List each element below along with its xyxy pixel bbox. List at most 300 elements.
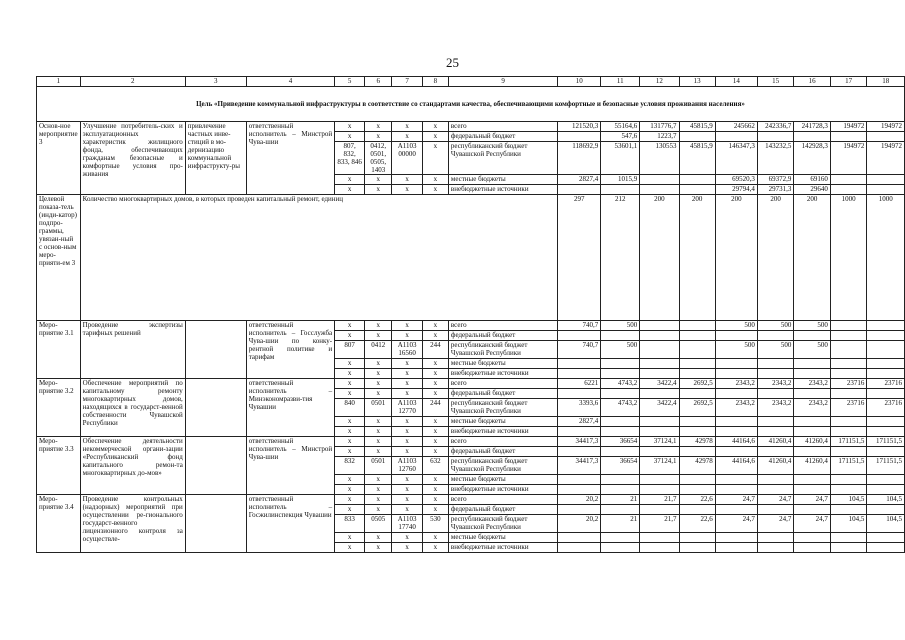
funding-source: республиканский бюджет Чувашской Республики <box>448 515 557 533</box>
year-value: 194972 <box>830 122 867 132</box>
measure-code: Меро-приятие 3.3 <box>37 437 81 495</box>
year-value: 37124,1 <box>640 457 679 475</box>
year-value <box>867 543 905 553</box>
measure-result <box>185 437 246 495</box>
grbs-code: x <box>335 543 365 553</box>
year-value: 3393,6 <box>558 399 601 417</box>
year-value: 22,6 <box>679 515 715 533</box>
column-number-cell: 2 <box>80 77 185 87</box>
column-number-cell: 9 <box>448 77 557 87</box>
year-value: 500 <box>601 341 640 359</box>
year-value <box>601 417 640 427</box>
year-value: 121520,3 <box>558 122 601 132</box>
year-value <box>867 369 905 379</box>
grbs-code: x <box>335 185 365 195</box>
year-value <box>794 533 831 543</box>
responsible-executor: ответственный исполнитель – Госжилинспекция Чувашии <box>246 495 334 553</box>
year-value <box>640 485 679 495</box>
grbs-code: x <box>335 321 365 331</box>
grbs-code: x <box>335 533 365 543</box>
year-value: 21,7 <box>640 515 679 533</box>
expense-type-code: x <box>422 122 448 132</box>
year-value <box>558 331 601 341</box>
expense-type-code: x <box>422 543 448 553</box>
year-value <box>715 475 757 485</box>
year-value <box>679 321 715 331</box>
section-code: x <box>365 331 392 341</box>
indicator-value: 200 <box>640 195 679 321</box>
year-value <box>679 369 715 379</box>
grbs-code: x <box>335 331 365 341</box>
expense-type-code: 530 <box>422 515 448 533</box>
funding-source: местные бюджеты <box>448 417 557 427</box>
year-value <box>794 543 831 553</box>
year-value: 547,6 <box>601 132 640 142</box>
year-value: 34417,3 <box>558 437 601 447</box>
target-article-code: x <box>392 485 422 495</box>
expense-type-code: x <box>422 379 448 389</box>
year-value <box>601 485 640 495</box>
year-value <box>867 485 905 495</box>
year-value: 130553 <box>640 142 679 175</box>
year-value <box>830 533 867 543</box>
year-value: 194972 <box>867 142 905 175</box>
year-value: 500 <box>794 341 831 359</box>
year-value <box>867 359 905 369</box>
measure-title: Улучшение потребитель-ских и эксплуатационных характеристик жилищного фонда, обеспечивающих гражданам безопасные и комфортные условия про-живания <box>80 122 185 195</box>
year-value: 4743,2 <box>601 379 640 389</box>
year-value: 1015,9 <box>601 175 640 185</box>
year-value: 41260,4 <box>794 437 831 447</box>
year-value <box>757 485 794 495</box>
year-value <box>715 427 757 437</box>
year-value <box>757 447 794 457</box>
indicator-value: 297 <box>558 195 601 321</box>
year-value: 29731,3 <box>757 185 794 195</box>
funding-source: республиканский бюджет Чувашской Республики <box>448 399 557 417</box>
year-value: 143232,5 <box>757 142 794 175</box>
target-article-code: x <box>392 132 422 142</box>
expense-type-code: x <box>422 427 448 437</box>
year-value <box>830 369 867 379</box>
year-value: 104,5 <box>867 515 905 533</box>
year-value <box>640 389 679 399</box>
target-article-code: x <box>392 427 422 437</box>
grbs-code: 840 <box>335 399 365 417</box>
year-value <box>558 533 601 543</box>
section-code: x <box>365 447 392 457</box>
expense-type-code: x <box>422 389 448 399</box>
expense-type-code: x <box>422 495 448 505</box>
year-value <box>601 475 640 485</box>
year-value: 740,7 <box>558 321 601 331</box>
indicator-value: 200 <box>715 195 757 321</box>
year-value <box>640 175 679 185</box>
year-value: 36654 <box>601 457 640 475</box>
measure-title: Обеспечение деятельности некоммерческой органи-зации «Республиканский фонд капитального ремон-та многоквартирных до-мов» <box>80 437 185 495</box>
year-value: 171151,5 <box>830 437 867 447</box>
year-value <box>679 505 715 515</box>
year-value: 2827,4 <box>558 175 601 185</box>
year-value: 2343,2 <box>794 379 831 389</box>
year-value <box>794 132 831 142</box>
expense-type-code: x <box>422 447 448 457</box>
year-value <box>830 341 867 359</box>
grbs-code: 807 <box>335 341 365 359</box>
year-value <box>640 533 679 543</box>
year-value <box>715 533 757 543</box>
expense-type-code: x <box>422 369 448 379</box>
year-value <box>830 475 867 485</box>
measure-code: Меро-приятие 3.4 <box>37 495 81 553</box>
section-code: x <box>365 533 392 543</box>
target-article-code: x <box>392 175 422 185</box>
year-value <box>867 533 905 543</box>
year-value <box>830 331 867 341</box>
year-value <box>558 132 601 142</box>
year-value: 242336,7 <box>757 122 794 132</box>
indicator-value: 1000 <box>867 195 905 321</box>
section-code: 0501 <box>365 399 392 417</box>
responsible-executor: ответственный исполнитель – Госслужба Чува-шии по конку-рентной политике и тарифам <box>246 321 334 379</box>
year-value <box>679 475 715 485</box>
year-value: 20,2 <box>558 515 601 533</box>
year-value <box>867 417 905 427</box>
year-value: 2827,4 <box>558 417 601 427</box>
year-value: 171151,5 <box>867 437 905 447</box>
section-code: 0412, 0501, 0505, 1403 <box>365 142 392 175</box>
year-value <box>867 175 905 185</box>
measure-result <box>185 379 246 437</box>
grbs-code: x <box>335 495 365 505</box>
year-value <box>640 341 679 359</box>
year-value: 245662 <box>715 122 757 132</box>
year-value <box>679 175 715 185</box>
grbs-code: x <box>335 437 365 447</box>
year-value <box>830 427 867 437</box>
budget-row <box>37 122 905 132</box>
year-value <box>757 389 794 399</box>
year-value <box>830 185 867 195</box>
year-value: 24,7 <box>794 495 831 505</box>
section-code: x <box>365 122 392 132</box>
year-value: 23716 <box>830 399 867 417</box>
expense-type-code: x <box>422 142 448 175</box>
year-value <box>558 369 601 379</box>
year-value <box>558 427 601 437</box>
year-value: 44164,6 <box>715 457 757 475</box>
year-value <box>601 543 640 553</box>
year-value <box>830 485 867 495</box>
grbs-code: x <box>335 175 365 185</box>
year-value: 69372,9 <box>757 175 794 185</box>
year-value <box>757 417 794 427</box>
year-value <box>867 475 905 485</box>
year-value: 21 <box>601 495 640 505</box>
grbs-code: x <box>335 447 365 457</box>
year-value: 45815,9 <box>679 122 715 132</box>
funding-source: всего <box>448 321 557 331</box>
budget-row <box>37 379 905 389</box>
year-value <box>601 185 640 195</box>
grbs-code: 833 <box>335 515 365 533</box>
measure-title: Проведение экспертизы тарифных решений <box>80 321 185 379</box>
year-value: 23716 <box>867 379 905 389</box>
year-value <box>867 341 905 359</box>
year-value <box>640 505 679 515</box>
expense-type-code: 244 <box>422 341 448 359</box>
section-code: 0501 <box>365 457 392 475</box>
grbs-code: x <box>335 369 365 379</box>
year-value <box>867 132 905 142</box>
year-value: 20,2 <box>558 495 601 505</box>
expense-type-code: x <box>422 437 448 447</box>
target-article-code: x <box>392 533 422 543</box>
year-value <box>830 389 867 399</box>
measure-code: Основ-ное мероприятие 3 <box>37 122 81 195</box>
year-value <box>715 505 757 515</box>
funding-source: местные бюджеты <box>448 475 557 485</box>
year-value <box>640 369 679 379</box>
year-value <box>757 132 794 142</box>
year-value: 3422,4 <box>640 399 679 417</box>
year-value: 194972 <box>830 142 867 175</box>
target-article-code: x <box>392 505 422 515</box>
funding-source: внебюджетные источники <box>448 369 557 379</box>
year-value <box>757 543 794 553</box>
expense-type-code: x <box>422 331 448 341</box>
year-value: 41260,4 <box>757 437 794 447</box>
indicator-text: Количество многоквартирных домов, в которых проведен капитальный ремонт, единиц <box>80 195 558 321</box>
funding-source: всего <box>448 495 557 505</box>
year-value <box>757 475 794 485</box>
target-article-code: x <box>392 389 422 399</box>
funding-source: республиканский бюджет Чувашской Республики <box>448 341 557 359</box>
target-article-code: x <box>392 437 422 447</box>
expense-type-code: x <box>422 533 448 543</box>
section-code: x <box>365 475 392 485</box>
year-value <box>640 543 679 553</box>
year-value <box>640 427 679 437</box>
year-value <box>794 447 831 457</box>
year-value: 24,7 <box>757 495 794 505</box>
year-value <box>715 389 757 399</box>
year-value <box>679 543 715 553</box>
year-value: 24,7 <box>757 515 794 533</box>
year-value <box>679 427 715 437</box>
program-table <box>36 76 905 553</box>
grbs-code: x <box>335 359 365 369</box>
target-article-code: x <box>392 417 422 427</box>
column-number-cell: 13 <box>679 77 715 87</box>
year-value <box>679 447 715 457</box>
funding-source: местные бюджеты <box>448 175 557 185</box>
section-code: x <box>365 175 392 185</box>
section-code: x <box>365 379 392 389</box>
year-value <box>794 389 831 399</box>
year-value: 2692,5 <box>679 399 715 417</box>
year-value <box>679 485 715 495</box>
expense-type-code: x <box>422 185 448 195</box>
year-value <box>867 505 905 515</box>
year-value <box>679 185 715 195</box>
column-number-cell: 15 <box>757 77 794 87</box>
year-value: 23716 <box>830 379 867 389</box>
year-value <box>757 427 794 437</box>
year-value <box>867 389 905 399</box>
indicator-label: Целевой показа-тель (инди-катор) подпро-граммы, увязан-ный с основ-ным меро-прияти-ем 3 <box>37 195 81 321</box>
year-value <box>867 185 905 195</box>
grbs-code: x <box>335 427 365 437</box>
grbs-code: x <box>335 389 365 399</box>
year-value: 2343,2 <box>794 399 831 417</box>
column-number-cell: 10 <box>558 77 601 87</box>
year-value: 37124,1 <box>640 437 679 447</box>
budget-row <box>37 437 905 447</box>
year-value <box>601 447 640 457</box>
year-value <box>679 132 715 142</box>
year-value <box>640 447 679 457</box>
expense-type-code: 244 <box>422 399 448 417</box>
funding-source: внебюджетные источники <box>448 427 557 437</box>
year-value: 29794,4 <box>715 185 757 195</box>
funding-source: внебюджетные источники <box>448 185 557 195</box>
year-value <box>867 321 905 331</box>
year-value <box>640 331 679 341</box>
year-value <box>640 185 679 195</box>
year-value <box>794 485 831 495</box>
year-value: 171151,5 <box>830 457 867 475</box>
column-number-cell: 17 <box>830 77 867 87</box>
target-article-code: x <box>392 359 422 369</box>
year-value: 104,5 <box>867 495 905 505</box>
grbs-code: x <box>335 122 365 132</box>
target-article-code: x <box>392 447 422 457</box>
funding-source: федеральный бюджет <box>448 389 557 399</box>
year-value: 22,6 <box>679 495 715 505</box>
expense-type-code: x <box>422 485 448 495</box>
year-value <box>558 485 601 495</box>
section-code: x <box>365 543 392 553</box>
indicator-value: 200 <box>757 195 794 321</box>
year-value: 2343,2 <box>715 379 757 389</box>
target-article-code: A1103 12770 <box>392 399 422 417</box>
expense-type-code: x <box>422 132 448 142</box>
column-number-cell: 3 <box>185 77 246 87</box>
funding-source: федеральный бюджет <box>448 505 557 515</box>
year-value: 142928,3 <box>794 142 831 175</box>
year-value <box>640 417 679 427</box>
year-value <box>679 341 715 359</box>
section-code: x <box>365 427 392 437</box>
column-number-cell: 14 <box>715 77 757 87</box>
column-number-cell: 11 <box>601 77 640 87</box>
year-value <box>715 359 757 369</box>
section-code: x <box>365 321 392 331</box>
year-value: 2692,5 <box>679 379 715 389</box>
year-value <box>601 331 640 341</box>
year-value <box>679 389 715 399</box>
year-value: 104,5 <box>830 515 867 533</box>
section-code: x <box>365 369 392 379</box>
year-value <box>640 321 679 331</box>
expense-type-code: x <box>422 321 448 331</box>
target-article-code: A1103 12760 <box>392 457 422 475</box>
year-value <box>794 475 831 485</box>
column-number-cell: 6 <box>365 77 392 87</box>
target-article-code: x <box>392 122 422 132</box>
column-number-cell: 1 <box>37 77 81 87</box>
year-value: 194972 <box>867 122 905 132</box>
measure-code: Меро-приятие 3.2 <box>37 379 81 437</box>
section-code: 0505 <box>365 515 392 533</box>
year-value <box>757 359 794 369</box>
year-value <box>715 543 757 553</box>
funding-source: республиканский бюджет Чувашской Республики <box>448 457 557 475</box>
funding-source: федеральный бюджет <box>448 132 557 142</box>
section-code: x <box>365 495 392 505</box>
column-number-cell: 12 <box>640 77 679 87</box>
section-code: x <box>365 132 392 142</box>
year-value: 42978 <box>679 457 715 475</box>
expense-type-code: x <box>422 505 448 515</box>
year-value <box>794 331 831 341</box>
year-value <box>794 427 831 437</box>
year-value: 1223,7 <box>640 132 679 142</box>
year-value <box>558 447 601 457</box>
year-value <box>640 359 679 369</box>
year-value: 171151,5 <box>867 457 905 475</box>
section-code: x <box>365 505 392 515</box>
year-value <box>558 359 601 369</box>
measure-title: Обеспечение мероприятий по капитальному ремонту многоквартирных домов, находящихся в государст-венной собственности Чувашской Республики <box>80 379 185 437</box>
year-value <box>558 505 601 515</box>
year-value <box>757 505 794 515</box>
grbs-code: x <box>335 485 365 495</box>
year-value: 500 <box>794 321 831 331</box>
year-value: 55164,6 <box>601 122 640 132</box>
year-value <box>558 475 601 485</box>
measure-title: Проведение контрольных (надзорных) мероприятий при осуществлении ре-гионального государст-венного лицензионного контроля за осуществле- <box>80 495 185 553</box>
measure-result: привлечение частных инве-стиций в мо-дернизацию коммунальной инфраструкту-ры <box>185 122 246 195</box>
section-code: x <box>365 437 392 447</box>
year-value: 24,7 <box>715 495 757 505</box>
year-value <box>794 417 831 427</box>
expense-type-code: x <box>422 175 448 185</box>
year-value: 24,7 <box>794 515 831 533</box>
year-value: 2343,2 <box>757 379 794 389</box>
year-value: 53601,1 <box>601 142 640 175</box>
column-number-cell: 8 <box>422 77 448 87</box>
responsible-executor: ответственный исполнитель – Минстрой Чува-шии <box>246 122 334 195</box>
budget-row <box>37 321 905 331</box>
target-article-code: x <box>392 475 422 485</box>
grbs-code: 807, 832, 833, 846 <box>335 142 365 175</box>
target-article-code: A1103 16560 <box>392 341 422 359</box>
measure-code: Меро-приятие 3.1 <box>37 321 81 379</box>
year-value: 118692,9 <box>558 142 601 175</box>
section-code: x <box>365 359 392 369</box>
year-value <box>640 475 679 485</box>
year-value: 131776,7 <box>640 122 679 132</box>
grbs-code: 832 <box>335 457 365 475</box>
year-value: 500 <box>601 321 640 331</box>
year-value: 23716 <box>867 399 905 417</box>
funding-source: всего <box>448 437 557 447</box>
year-value <box>830 417 867 427</box>
year-value <box>830 359 867 369</box>
funding-source: местные бюджеты <box>448 533 557 543</box>
